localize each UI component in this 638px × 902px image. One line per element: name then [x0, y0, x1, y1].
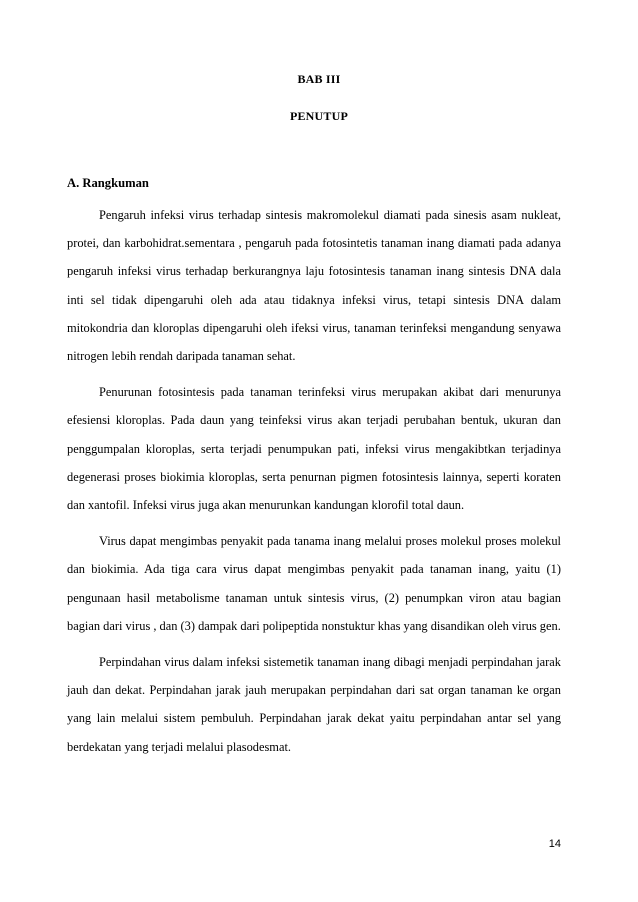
page-number: 14	[548, 838, 561, 850]
body-text	[67, 201, 561, 769]
paragraph: Penurunan fotosintesis pada tanaman terinfeksi virus merupakan akibat dari menurunya efesiensi kloroplas. Pada daun yang teinfeksi virus akan terjadi perubahan bentuk, ukuran dan penggumpalan kloroplas, serta terjadi penumpukan pati, infeksi virus mengakibtkan terjadinya degenerasi proses biokimia kloroplas, serta penurnan pigmen fotosintesis lainnya, seperti koraten dan xantofil. Infeksi virus juga akan menurunkan kandungan klorofil total daun.	[67, 385, 561, 513]
chapter-label: BAB III	[297, 72, 341, 86]
chapter-title: PENUTUP	[289, 109, 349, 123]
section-heading: A. Rangkuman	[67, 176, 149, 190]
paragraph: Virus dapat mengimbas penyakit pada tanama inang melalui proses molekul proses molekul dan biokimia. Ada tiga cara virus dapat mengimbas penyakit pada tanaman inang, yaitu (1) pengunaan hasil metabolisme tanaman untuk sintesis virus, (2) penumpkan viron atau bagian bagian dari virus , dan (3) dampak dari polipeptida nonstuktur khas yang disandikan oleh virus gen.	[67, 534, 561, 633]
paragraph: Pengaruh infeksi virus terhadap sintesis makromolekul diamati pada sinesis asam nukleat, protei, dan karbohidrat.sementara , pengaruh pada fotosintetis tanaman inang diamati pada adanya pengaruh infeksi virus terhadap berkurangnya laju fotosintesis tanaman inang sintesis DNA dala inti sel tidak dipengaruhi oleh ada atau tidaknya infeksi virus, tetapi sintesis DNA dalam mitokondria dan kloroplas dipengaruhi oleh ifeksi virus, tanaman terinfeksi mengandung senyawa nitrogen lebih rendah daripada tanaman sehat.	[67, 208, 561, 364]
paragraph: Perpindahan virus dalam infeksi sistemetik tanaman inang dibagi menjadi perpindahan jarak jauh dan dekat. Perpindahan jarak jauh merupakan perpindahan dari sat organ tanaman ke organ yang lain melalui sistem pembuluh. Perpindahan jarak dekat yaitu perpindahan antar sel yang berdekatan yang terjadi melalui plasodesmat.	[67, 655, 561, 754]
